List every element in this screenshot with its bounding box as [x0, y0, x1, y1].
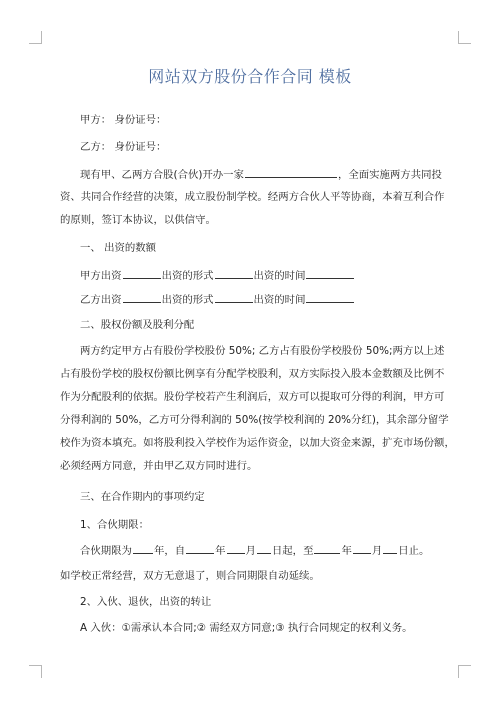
- intro-text-1: 现有甲、乙两方合股(合伙)开办一家: [80, 169, 244, 181]
- section-2-heading: 二、股权份额及股利分配: [80, 319, 195, 331]
- start-month-blank: [227, 543, 245, 554]
- section-2-line-3: 作为分配股利的依据。股份学校若产生利润后，双方可以提取可分得的利润，甲方可: [60, 391, 445, 403]
- join-terms-line: A 入伙：①需承认本合同;② 需经双方同意;③ 执行合同规定的权利义务。: [80, 622, 413, 634]
- party-a-contribution-label: 甲方出资: [80, 270, 122, 282]
- term-line: [80, 543, 450, 558]
- term-from: ，自: [164, 545, 186, 557]
- start-year-blank: [186, 543, 214, 554]
- party-b-line: 乙方： 身份证号：: [80, 141, 167, 153]
- party-b-contribution-line: [80, 292, 450, 307]
- party-b-contribution-label: 乙方出资: [80, 294, 122, 306]
- party-a-amount-blank: [123, 268, 161, 279]
- item-2-heading: 2、入伙、退伙，出资的转让: [80, 596, 212, 608]
- document-title: 网站双方股份合作合同 模板: [148, 67, 352, 86]
- party-b-form-blank: [215, 292, 253, 303]
- start-day-blank: [257, 543, 271, 554]
- party-b-time-label: 出资的时间: [253, 294, 306, 306]
- end-year-blank: [314, 543, 340, 554]
- start-year-unit: 年: [215, 545, 226, 557]
- intro-text-2: ，全面实施两方共同投: [337, 169, 442, 181]
- party-a-contribution-line: [80, 268, 450, 283]
- crop-mark-bottom-right: [458, 665, 471, 678]
- crop-mark-top-right: [458, 31, 471, 44]
- intro-line-2: 资、共同合作经营的决策，成立股份制学校。经两方合伙人平等协商，本着互利合作: [60, 191, 445, 203]
- party-a-time-label: 出资的时间: [253, 270, 306, 282]
- section-2-line-4: 分得利润的 50%，乙方可分得利润的 50%(按学校利润的 20%分红)，其余部分留学: [60, 414, 449, 426]
- term-continuation: 如学校正常经营，双方无意退了，则合同期限自动延续。: [60, 570, 320, 582]
- term-prefix: 合伙期限为: [80, 545, 132, 557]
- party-b-amount-blank: [123, 292, 161, 303]
- end-month-unit: 月: [371, 545, 383, 557]
- section-2-line-2: 占有股份学校的股权份额比例享有分配学校股利，双方实际投入股本金数额及比例不: [60, 368, 445, 380]
- term-day-from: 日起，至: [271, 545, 314, 557]
- party-a-form-label: 出资的形式: [161, 270, 214, 282]
- section-1-heading: 一、 出资的数额: [80, 242, 157, 254]
- party-a-time-blank: [306, 268, 354, 279]
- term-years-blank: [133, 543, 153, 554]
- term-year-unit: 年: [153, 545, 165, 557]
- section-3-heading: 三、在合作期内的事项约定: [80, 491, 205, 503]
- end-day-blank: [383, 543, 397, 554]
- section-2-line-6: 必须经两方同意，并由甲乙双方同时进行。: [60, 460, 258, 472]
- crop-mark-bottom-left: [29, 665, 42, 678]
- section-2-line-1: 两方约定甲方占有股份学校股份 50%; 乙方占有股份学校股份 50%;两方以上述: [80, 345, 445, 357]
- end-year-unit: 年: [341, 545, 352, 557]
- party-b-time-blank: [306, 292, 354, 303]
- business-name-blank: [245, 167, 337, 178]
- start-month-unit: 月: [245, 545, 256, 557]
- term-end: 日止。: [398, 545, 430, 557]
- intro-line-1: [80, 167, 450, 182]
- section-2-line-5: 校作为资本填充。如将股利投入学校作为运作资金，以加大资金来源，扩充市场份额，: [60, 437, 455, 449]
- party-a-line: 甲方： 身份证号：: [80, 114, 167, 126]
- intro-line-3: 的原则，签订本协议，以供信守。: [60, 214, 216, 226]
- item-1-heading: 1、合伙期限：: [80, 519, 149, 531]
- party-a-form-blank: [215, 268, 253, 279]
- crop-mark-top-left: [29, 31, 42, 44]
- end-month-blank: [353, 543, 371, 554]
- party-b-form-label: 出资的形式: [161, 294, 214, 306]
